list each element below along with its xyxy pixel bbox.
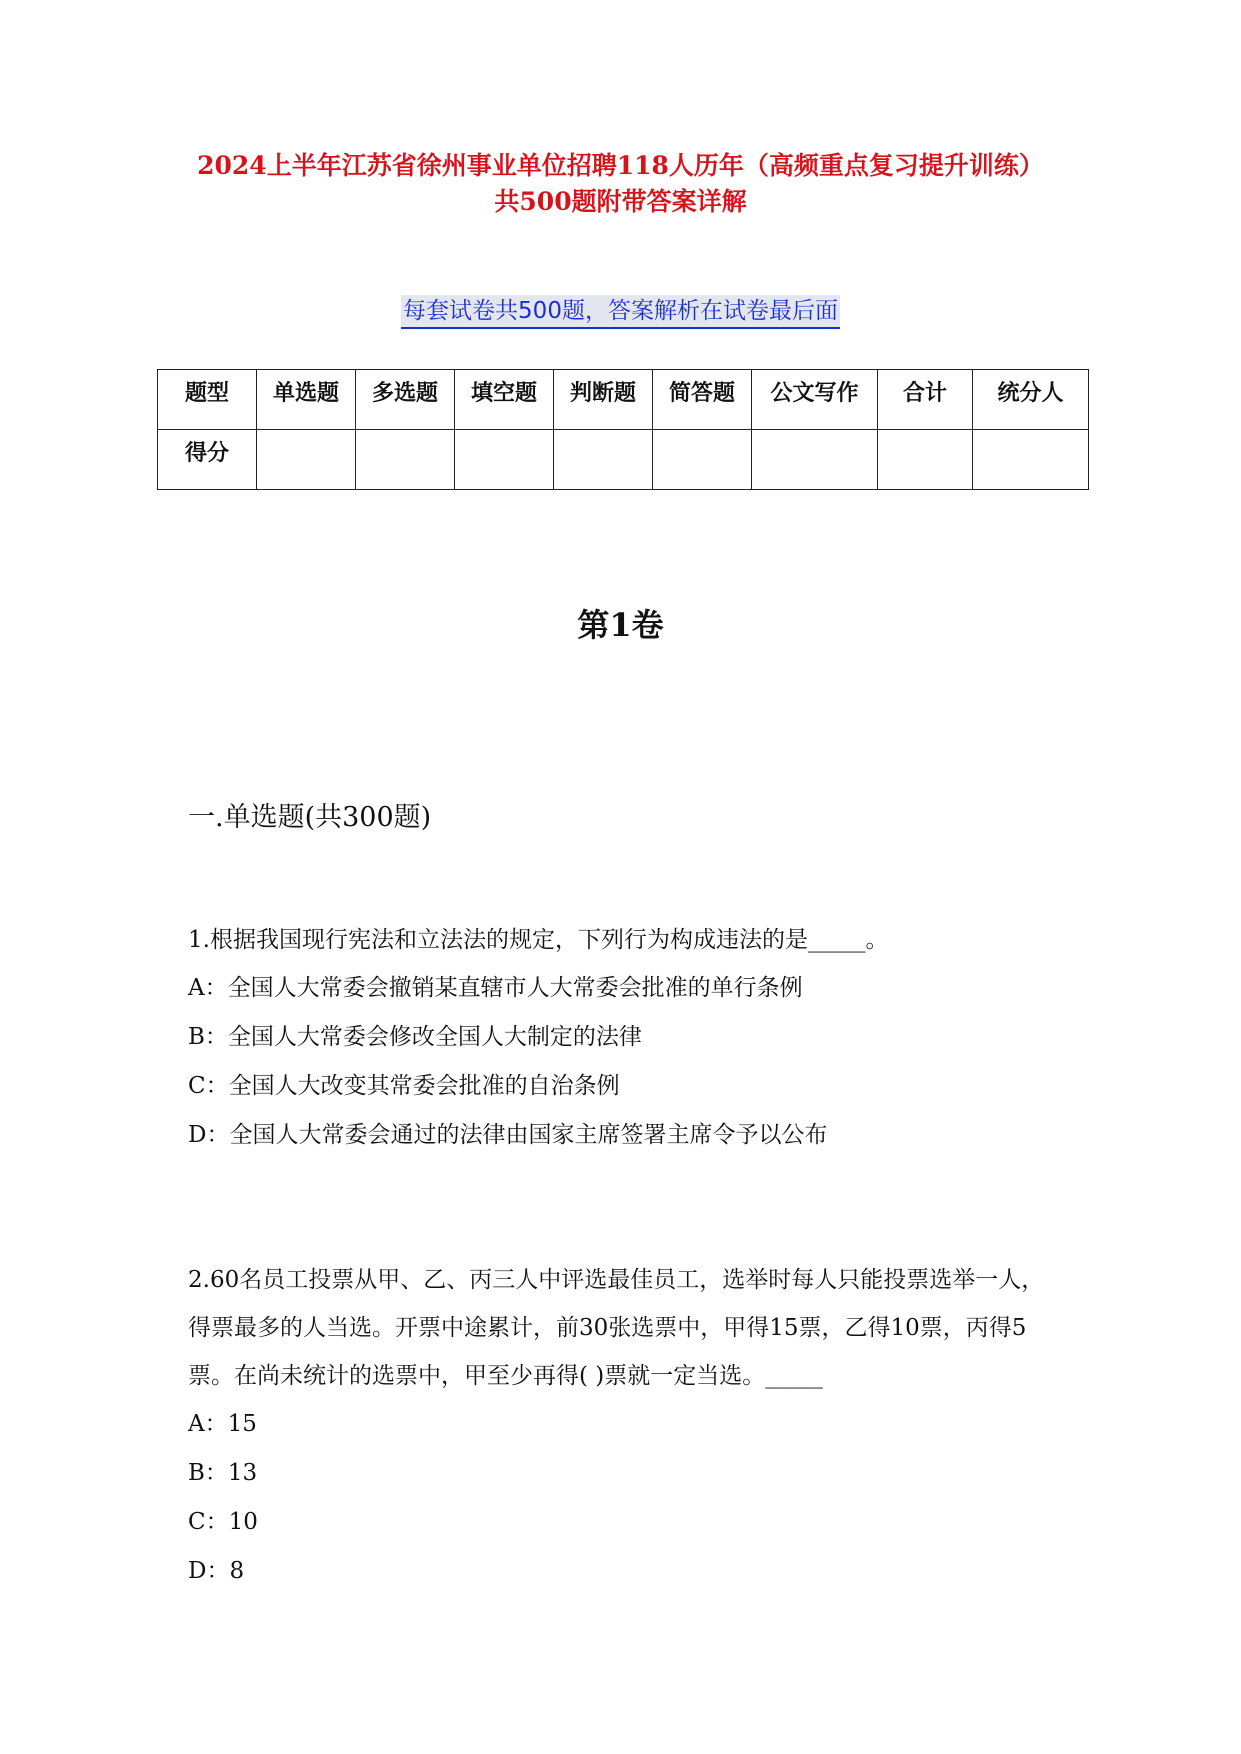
question-stem: 1.根据我国现行宪法和立法法的规定，下列行为构成违法的是_____。 (188, 927, 889, 953)
score-empty-cell (356, 430, 455, 490)
score-empty-cell (455, 430, 554, 490)
score-row-label: 得分 (158, 430, 257, 490)
question-stem: 2.60名员工投票从甲、乙、丙三人中评选最佳员工，选举时每人只能投票选举一人，得票最多的人当选。开票中途累计，前30张选票中，甲得15票，乙得10票，丙得5票。在尚未统计的选票中，甲至少再得( )票就一定当选。_____ (188, 1267, 1045, 1389)
score-header-cell: 合计 (878, 370, 973, 430)
document-title (120, 148, 1121, 220)
score-header-cell: 统分人 (973, 370, 1089, 430)
title-line-2: 共500题附带答案详解 (494, 187, 747, 216)
score-empty-cell (973, 430, 1089, 490)
option-d: D：8 (188, 1558, 245, 1584)
score-table (157, 369, 1089, 490)
exam-subtitle: 每套试卷共500题，答案解析在试卷最后面 (401, 295, 840, 329)
option-a: A：15 (188, 1411, 257, 1437)
score-header-cell: 简答题 (653, 370, 752, 430)
question-1 (188, 916, 1058, 1160)
score-header-cell: 单选题 (257, 370, 356, 430)
score-header-cell: 题型 (158, 370, 257, 430)
volume-title: 第1卷 (577, 606, 664, 644)
section-title: 一.单选题(共300题) (188, 802, 432, 833)
option-d: D：全国人大常委会通过的法律由国家主席签署主席令予以公布 (188, 1122, 828, 1148)
score-header-cell: 填空题 (455, 370, 554, 430)
score-empty-cell (554, 430, 653, 490)
score-header-cell: 多选题 (356, 370, 455, 430)
score-empty-cell (752, 430, 878, 490)
score-table-score-row (158, 430, 1089, 490)
score-empty-cell (653, 430, 752, 490)
subtitle-container (0, 295, 1241, 329)
score-table-header-row (158, 370, 1089, 430)
option-c: C：10 (188, 1509, 258, 1535)
score-empty-cell (878, 430, 973, 490)
option-a: A：全国人大常委会撤销某直辖市人大常委会批准的单行条例 (188, 975, 803, 1001)
score-empty-cell (257, 430, 356, 490)
option-c: C：全国人大改变其常委会批准的自治条例 (188, 1073, 620, 1099)
title-line-1: 2024上半年江苏省徐州事业单位招聘118人历年（高频重点复习提升训练） (197, 151, 1044, 180)
score-header-cell: 判断题 (554, 370, 653, 430)
option-b: B：13 (188, 1460, 258, 1486)
question-2 (188, 1256, 1058, 1596)
score-header-cell: 公文写作 (752, 370, 878, 430)
option-b: B：全国人大常委会修改全国人大制定的法律 (188, 1024, 642, 1050)
